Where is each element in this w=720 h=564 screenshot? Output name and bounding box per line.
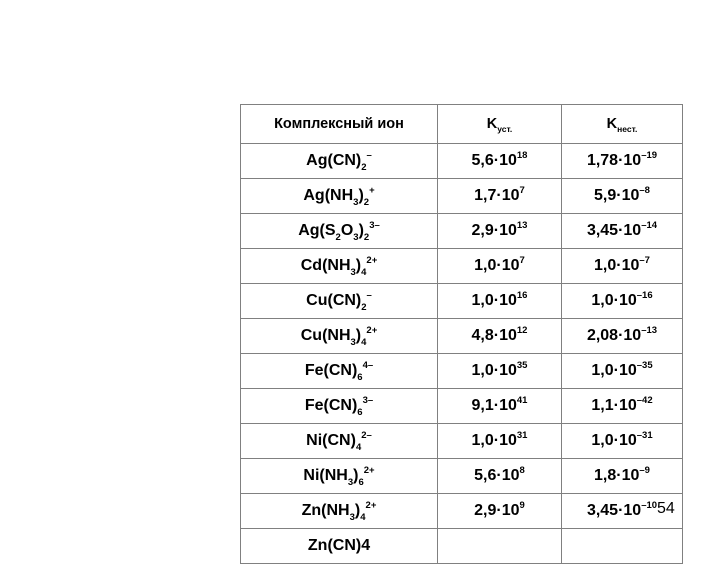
constant-mantissa: 1,0·10 [591, 292, 637, 309]
k-nest-cell [562, 179, 683, 214]
ion-formula-part: ) [354, 502, 361, 519]
ion-formula-part: ) [358, 187, 364, 204]
ion-formula-part: O [340, 222, 354, 239]
constant-mantissa: 1,0·10 [471, 292, 517, 309]
ion-formula-part: 2 [361, 302, 367, 313]
k-ust-cell [438, 424, 562, 459]
constant-exponent: 7 [519, 185, 525, 196]
ion-formula-part: 2+ [366, 255, 378, 266]
constant-exponent: –19 [641, 150, 658, 161]
ion-formula-part: ) [358, 222, 364, 239]
constant-exponent: 35 [516, 360, 528, 371]
ion-formula-part: – [366, 150, 372, 161]
table-row [241, 284, 683, 319]
constant-exponent: –10 [641, 500, 658, 511]
k-ust-cell [438, 529, 562, 564]
constant-exponent: 16 [516, 290, 528, 301]
ion-formula-part: 3 [350, 267, 356, 278]
constant-exponent: –7 [639, 255, 650, 266]
constant-mantissa: 5,6·10 [474, 467, 520, 484]
header-complex-ion-label: Комплексный ион [274, 116, 404, 132]
header-k-ust-subscript: уст. [497, 124, 513, 134]
header-k-nest-subscript: нест. [617, 124, 638, 134]
constant-exponent: 8 [519, 465, 525, 476]
ion-formula-partial: Zn(CN)4 [307, 537, 371, 554]
constant-mantissa: 2,9·10 [474, 502, 520, 519]
table-row-partial [241, 529, 683, 564]
constant-exponent: 41 [516, 395, 528, 406]
k-nest-cell [562, 354, 683, 389]
ion-formula-part: ) [353, 467, 359, 484]
ion-formula-part: Ag(CN) [306, 152, 362, 169]
constant-exponent: –9 [639, 465, 650, 476]
constant-mantissa: 1,0·10 [591, 432, 637, 449]
ion-formula-part: 2+ [365, 500, 377, 511]
table-row [241, 354, 683, 389]
k-nest-cell [562, 459, 683, 494]
complex-ion-cell [241, 249, 438, 284]
ion-formula-part: – [366, 290, 372, 301]
k-ust-cell [438, 389, 562, 424]
ion-formula-part: Fe(CN) [304, 397, 358, 414]
ion-formula-part: 6 [357, 372, 363, 383]
table-row [241, 144, 683, 179]
constant-exponent: –35 [636, 360, 653, 371]
constant-mantissa: 5,6·10 [471, 152, 517, 169]
ion-formula-part: 4 [360, 512, 366, 523]
constant-mantissa: 4,8·10 [471, 327, 517, 344]
constant-mantissa: 1,0·10 [594, 257, 640, 274]
ion-formula-part: 6 [357, 407, 363, 418]
k-nest-cell [562, 249, 683, 284]
table-row [241, 424, 683, 459]
constant-exponent: –16 [636, 290, 653, 301]
complex-ion-cell [241, 284, 438, 319]
ion-formula-part: Ag(S [298, 222, 336, 239]
k-ust-cell [438, 179, 562, 214]
header-k-ust [438, 105, 562, 144]
ion-formula-part: Ni(CN) [306, 432, 356, 449]
constant-mantissa: 5,9·10 [594, 187, 640, 204]
constant-mantissa: 1,8·10 [594, 467, 640, 484]
constant-exponent: –42 [636, 395, 653, 406]
header-complex-ion [241, 105, 438, 144]
constant-mantissa: 1,78·10 [586, 152, 642, 169]
ion-formula-part: 2 [363, 197, 370, 208]
constant-mantissa: 3,45·10 [586, 222, 642, 239]
header-k-nest [562, 105, 683, 144]
page-number: 54 [657, 500, 675, 517]
complex-ion-cell [241, 319, 438, 354]
k-nest-cell [562, 284, 683, 319]
table-row [241, 179, 683, 214]
k-nest-cell [562, 319, 683, 354]
ion-formula-part: Zn(NH [301, 502, 350, 519]
complex-ion-cell [241, 144, 438, 179]
k-ust-cell [438, 459, 562, 494]
table-row [241, 249, 683, 284]
k-ust-cell [438, 214, 562, 249]
constant-mantissa: 1,1·10 [591, 397, 637, 414]
ion-formula-part: 3 [353, 232, 359, 243]
k-nest-cell [562, 144, 683, 179]
constant-mantissa: 3,45·10 [586, 502, 642, 519]
complex-ion-cell [241, 529, 438, 564]
constant-exponent: 13 [516, 220, 528, 231]
ion-formula-part: 3 [347, 477, 354, 488]
complex-ion-cell [241, 354, 438, 389]
ion-formula-part: ) [355, 327, 362, 344]
k-nest-cell [562, 214, 683, 249]
ion-formula-part: 6 [358, 477, 364, 488]
table-row [241, 319, 683, 354]
constant-mantissa: 1,0·10 [474, 257, 520, 274]
table-header-row [241, 105, 683, 144]
k-ust-cell [438, 284, 562, 319]
constant-exponent: 9 [519, 500, 525, 511]
k-ust-cell [438, 249, 562, 284]
ion-formula-part: Ag(NH [303, 187, 354, 204]
ion-formula-part: Cu(NH [300, 327, 351, 344]
constant-mantissa: 1,7·10 [474, 187, 520, 204]
ion-formula-part: Ni(NH [303, 467, 348, 484]
complex-ion-cell [241, 214, 438, 249]
ion-formula-part: 2+ [363, 465, 375, 476]
ion-formula-part: 4 [355, 442, 362, 453]
ion-formula-part: 3 [353, 197, 359, 208]
ion-formula-part: 3 [350, 337, 356, 348]
constant-exponent: 7 [519, 255, 525, 266]
constant-exponent: 12 [516, 325, 528, 336]
table-row [241, 389, 683, 424]
header-k-ust-symbol: K [486, 116, 498, 132]
k-ust-cell [438, 494, 562, 529]
complex-ion-cell [241, 179, 438, 214]
ion-formula-part: 2 [361, 162, 367, 173]
constant-exponent: 18 [516, 150, 528, 161]
k-ust-cell [438, 354, 562, 389]
complex-ion-cell [241, 424, 438, 459]
ion-formula-part: 2 [363, 232, 370, 243]
ion-formula-part: ) [355, 257, 362, 274]
ion-formula-part: + [369, 185, 375, 196]
k-nest-cell [562, 424, 683, 459]
k-nest-cell [562, 389, 683, 424]
k-nest-cell [562, 529, 683, 564]
ion-formula-part: 2 [335, 232, 341, 243]
table-row [241, 459, 683, 494]
ion-formula-part: 3– [362, 395, 374, 406]
constant-mantissa: 1,0·10 [471, 362, 517, 379]
constant-mantissa: 1,0·10 [591, 362, 637, 379]
constant-exponent: –14 [641, 220, 658, 231]
table-row [241, 214, 683, 249]
ion-formula-part: Fe(CN) [304, 362, 358, 379]
ion-formula-part: 2– [361, 430, 372, 441]
header-k-nest-symbol: K [606, 116, 618, 132]
k-ust-cell [438, 144, 562, 179]
complex-ion-cell [241, 459, 438, 494]
table-body [241, 144, 683, 564]
ion-formula-part: 4 [361, 337, 367, 348]
stability-constants-table [240, 104, 683, 564]
k-ust-cell [438, 319, 562, 354]
constant-mantissa: 2,9·10 [471, 222, 517, 239]
constant-exponent: –13 [641, 325, 658, 336]
constant-mantissa: 9,1·10 [471, 397, 517, 414]
constant-mantissa: 2,08·10 [586, 327, 642, 344]
constant-exponent: –31 [636, 430, 653, 441]
ion-formula-part: Cd(NH [300, 257, 351, 274]
constant-exponent: –8 [639, 185, 650, 196]
ion-formula-part: Cu(CN) [306, 292, 362, 309]
ion-formula-part: 3 [349, 512, 355, 523]
ion-formula-part: 2+ [366, 325, 378, 336]
ion-formula-part: 4 [361, 267, 367, 278]
ion-formula-part: 4– [362, 360, 374, 371]
constant-mantissa: 1,0·10 [471, 432, 517, 449]
ion-formula-part: 3– [369, 220, 380, 231]
complex-ion-cell [241, 389, 438, 424]
constant-exponent: 31 [516, 430, 528, 441]
table-row [241, 494, 683, 529]
complex-ion-cell [241, 494, 438, 529]
